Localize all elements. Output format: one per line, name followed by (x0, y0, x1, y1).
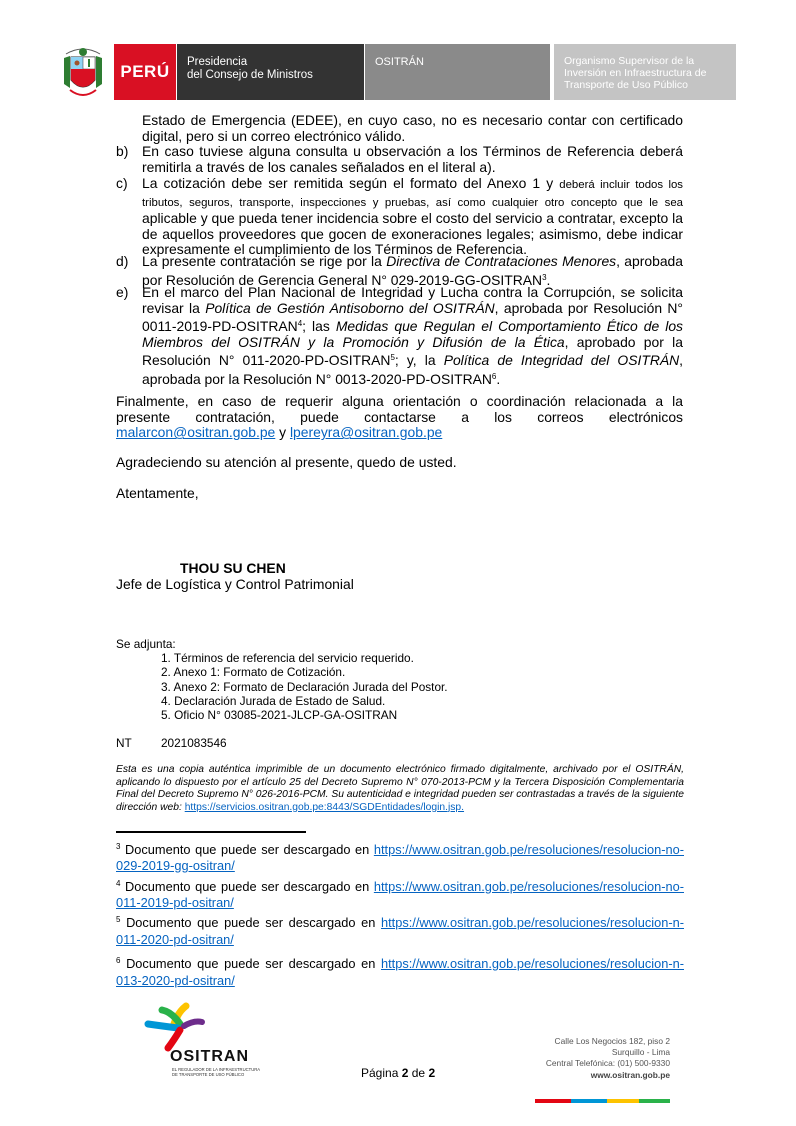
attachment-item: 4. Declaración Jurada de Estado de Salud. (161, 693, 386, 708)
email-link-malarcon[interactable]: malarcon@ositran.gob.pe (116, 424, 276, 441)
website: www.ositran.gob.pe (590, 1069, 670, 1080)
footer-address (520, 1036, 670, 1081)
color-bar-green (639, 1099, 670, 1103)
org-line-1: Organismo Supervisor de la (564, 55, 695, 67)
item-e-label: e) (116, 284, 129, 300)
item-e-end: . (496, 370, 501, 387)
footnote-4 (116, 876, 684, 911)
closing-and: y (279, 424, 287, 441)
closing-text: Finalmente, en caso de requerir alguna orientación o coordinación relacionada a la presente contratación, puede contactarse a los correos electrónicos (116, 393, 683, 425)
org-line-2: Inversión en Infraestructura de (564, 67, 707, 79)
nt-value: 2021083546 (161, 736, 227, 750)
item-c-label: c) (116, 175, 128, 191)
page-of: de (411, 1066, 426, 1080)
phone-line: Central Telefónica: (01) 500-9330 (545, 1058, 670, 1069)
authenticity-url-link[interactable]: https://servicios.ositran.gob.pe:8443/SGDEntidades/login.jsp. (184, 801, 465, 813)
authenticity-text: Esta es una copia auténtica imprimible de un documento electrónico firmado digitalmente, archivado por el OSITRÁN, aplicando lo dispuesto por el artículo 25 del Decreto Supremo N° 070-2013-PCM y la Tercera Disposición Complementaria Final del Decreto Supremo N° 026-2016-PCM. Su autenticidad e integridad pueden ser contrastadas a través de la siguiente dirección web: (116, 764, 684, 813)
item-d-end: . (546, 271, 551, 288)
authenticity-note (116, 764, 684, 814)
closing-paragraph (116, 394, 683, 441)
attachment-item: 5. Oficio N° 03085-2021-JLCP-GA-OSITRAN (161, 708, 398, 723)
color-bar-blue (571, 1099, 607, 1103)
footnote-6 (116, 953, 684, 989)
attachment-item: 3. Anexo 2: Formato de Declaración Jurada del Postor. (161, 679, 448, 694)
item-a-line-1: Estado de Emergencia (EDEE), en cuyo caso, no es necesario contar con certificado (142, 112, 683, 128)
item-e-text-3: ; las (302, 318, 330, 335)
peru-label: PERÚ (120, 62, 170, 81)
footnote-text: Documento que puede ser descargado en (126, 915, 376, 930)
footnote-number: 5 (116, 915, 121, 924)
footnote-text: Documento que puede ser descargado en (126, 956, 376, 971)
footnote-ref-5[interactable]: 5 (390, 353, 395, 363)
item-e-text-5: ; y, la (394, 352, 436, 369)
footnote-ref-3[interactable]: 3 (542, 272, 547, 282)
footnote-number: 3 (116, 842, 121, 851)
footnote-separator (116, 831, 306, 833)
item-e-text-6: , aprobada por la Resolución N° 0013-2020-PD-OSITRAN (142, 352, 684, 387)
footnote-text: Documento que puede ser descargado en (125, 879, 370, 894)
item-c-text-small: deberá incluir todos los tributos, seguros, transporte, inspecciones y pruebas, así como cualquier otro concepto que le sea (142, 179, 684, 209)
item-d-text-2: , aprobada por Resolución de Gerencia General N° 029-2019-GG-OSITRAN (142, 253, 684, 288)
footnote-5 (116, 912, 684, 948)
page-number (361, 1066, 435, 1080)
footnote-link[interactable]: https://www.ositran.gob.pe/resoluciones/resolucion-no-029-2019-gg-ositran/ (116, 842, 684, 873)
attachments-label: Se adjunta: (116, 637, 176, 651)
signer-title: Jefe de Logística y Control Patrimonial (116, 576, 354, 592)
item-a-continuation (142, 113, 683, 144)
footnote-ref-6[interactable]: 6 (491, 371, 497, 381)
ositran-label: OSITRÁN (375, 56, 424, 68)
email-link-lpereyra[interactable]: lpereyra@ositran.gob.pe (289, 424, 443, 441)
footnote-number: 4 (116, 879, 121, 888)
attachment-item: 2. Anexo 1: Formato de Cotización. (161, 665, 346, 680)
nt-label: NT (116, 736, 132, 750)
item-c-text-rest: aplicable y que pueda tener incidencia sobre el costo del servicio a contratar, excepto la de aquellos proveedores que gocen de exoneraciones legales; asimismo, debe indicar expresamente el cumplimiento de los Términos de Referencia. (142, 210, 683, 258)
item-e-text (142, 285, 683, 388)
footnote-ref-4[interactable]: 4 (297, 319, 303, 329)
item-e-text-1: En el marco del Plan Nacional de Integridad y Lucha contra la Corrupción, se solicita revisar la (142, 284, 683, 316)
footnote-text: Documento que puede ser descargado en (125, 842, 370, 857)
ositran-logo-text: OSITRAN (170, 1048, 249, 1065)
ositran-footer-logo (140, 1002, 270, 1078)
footnote-3 (116, 839, 684, 874)
org-line-3: Transporte de Uso Público (564, 79, 688, 91)
item-e-ethics-measures: Medidas que Regulan el Comportamiento Ético de los Miembros del OSITRÁN y la Promoción y Difusión de la Ética (142, 318, 683, 350)
item-e-policy-antisoborno: Política de Gestión Antisoborno del OSITRÁN (205, 299, 495, 316)
footnote-link[interactable]: https://www.ositran.gob.pe/resoluciones/resolucion-n-011-2020-pd-ositran/ (116, 915, 684, 947)
ositran-brand-block (365, 44, 550, 100)
pcm-line-1: Presidencia (187, 56, 248, 68)
item-b-text: En caso tuviese alguna consulta u observación a los Términos de Referencia deberá remitirla a través de los canales señalados en el literal a). (142, 143, 683, 175)
tagline-line-1: EL REGULADOR DE LA INFRAESTRUCTURA (172, 1067, 261, 1072)
peru-brand-block (114, 44, 176, 100)
item-d-text-1: La presente contratación se rige por la (142, 253, 382, 269)
address-line-2: Surquillo - Lima (611, 1047, 670, 1058)
pcm-brand-block (177, 44, 364, 100)
page-current: 2 (401, 1066, 409, 1080)
ositran-logo-mark-icon (140, 1002, 270, 1052)
page-prefix: Página (361, 1066, 399, 1080)
item-e-text-4: , aprobado por la Resolución N° 011-2020-PD-OSITRAN (142, 333, 683, 369)
address-line-1: Calle Los Negocios 182, piso 2 (554, 1036, 670, 1046)
footnote-number: 6 (116, 956, 121, 965)
signer-name: THOU SU CHEN (180, 560, 286, 576)
color-bar-yellow (607, 1099, 639, 1103)
tagline-line-2: DE TRANSPORTE DE USO PÚBLICO (172, 1072, 245, 1077)
color-bar-red (535, 1099, 571, 1103)
footnote-link[interactable]: https://www.ositran.gob.pe/resoluciones/resolucion-n-013-2020-pd-ositran/ (116, 956, 684, 988)
attachments-list (161, 651, 448, 722)
item-e-text-2: , aprobada por Resolución N° 0011-2019-PD-OSITRAN (142, 299, 683, 335)
item-b-label: b) (116, 143, 129, 159)
item-d-directive-title: Directiva de Contrataciones Menores (386, 253, 617, 269)
item-d-label: d) (116, 253, 129, 269)
attachment-item: 1. Términos de referencia del servicio requerido. (161, 651, 414, 665)
item-c-text-large: La cotización debe ser remitida según el formato del Anexo 1 y (142, 175, 554, 191)
thanks-text: Agradeciendo su atención al presente, quedo de usted. (116, 454, 457, 470)
footnote-link[interactable]: https://www.ositran.gob.pe/resoluciones/resolucion-no-011-2019-pd-ositran/ (116, 879, 684, 910)
regards-text: Atentamente, (116, 485, 199, 501)
item-a-line-2: digital, pero si un correo electrónico válido. (142, 127, 406, 144)
ositran-logo-tagline (172, 1067, 260, 1077)
item-c-text (142, 176, 683, 258)
item-e-integrity-policy: Política de Integridad del OSITRÁN (443, 352, 680, 369)
org-description-block (554, 44, 736, 100)
pcm-line-2: del Consejo de Ministros (187, 69, 313, 81)
peru-coat-of-arms-icon (60, 44, 106, 100)
page-total: 2 (428, 1066, 436, 1080)
